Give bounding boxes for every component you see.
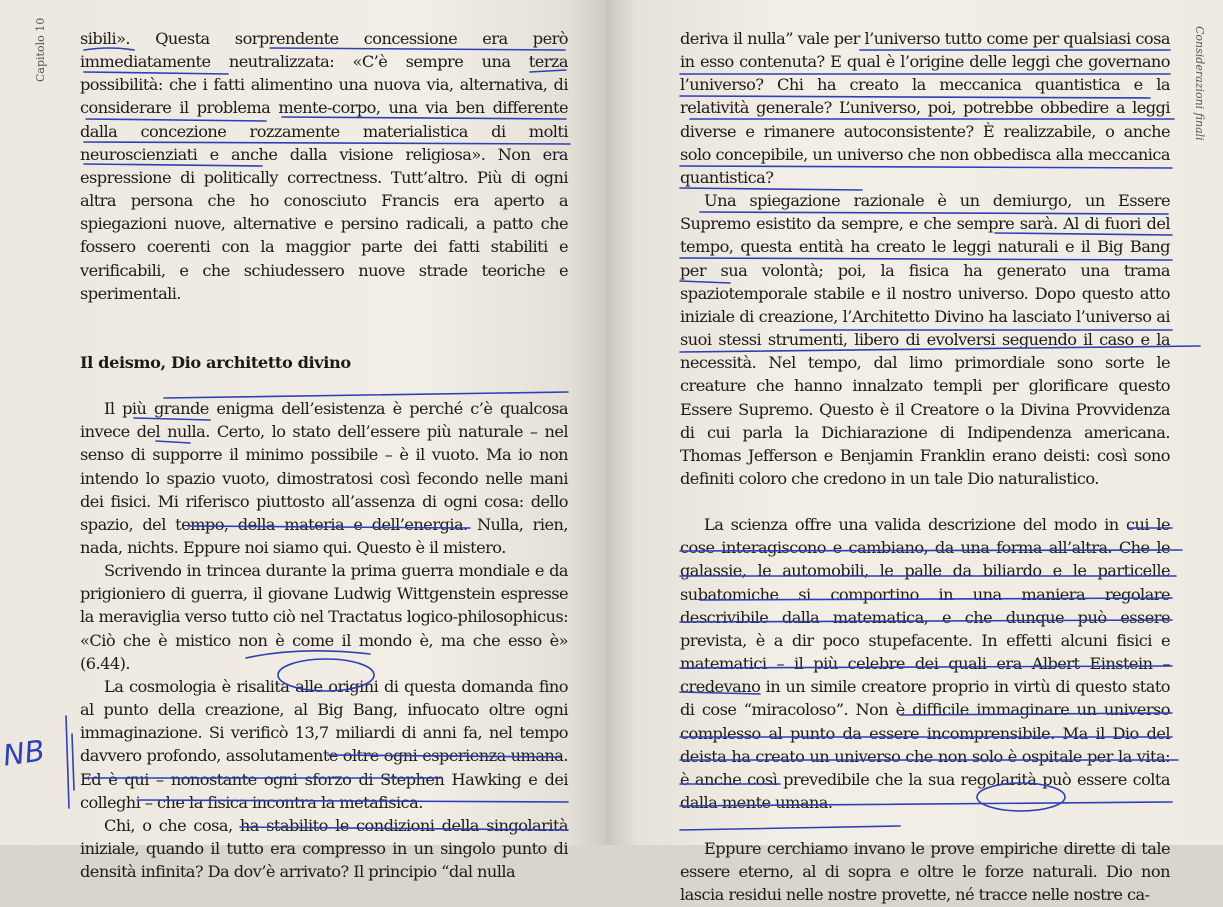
right-page-text <box>680 27 1170 907</box>
running-head-left: Capitolo 10 <box>34 17 47 82</box>
paragraph: Una spiegazione razionale è un demiurgo, un Essere Supremo esistito da sempre, e che sempre sarà. Al di fuori del tempo, questa entità ha creato le leggi naturali e il Big Bang per sua volontà; poi, la fisica ha generato una trama spaziotemporale stabile e il nostro universo. Dopo questo atto iniziale di creazione, l’Architetto Divino ha lasciato l’universo ai suoi stessi strumenti, libero di evolversi seguendo il caso e la necessità. Nel tempo, dal limo primordiale sono sorte le creature che hanno innalzato templi per glorificare questo Essere Supremo. Questo è il Creatore o la Divina Provvidenza di cui parla la Dichiarazione di Indipendenza americana. Thomas Jefferson e Benjamin Franklin erano deisti: così sono definiti coloro che credono in un tale Dio naturalistico. <box>680 191 1170 488</box>
paragraph: Scrivendo in trincea durante la prima guerra mondiale e da prigioniero di guerra, il giovane Ludwig Wittgenstein espresse la meraviglia verso tutto ciò nel Tractatus logico-philosophicus: «Ciò che è mistico non è come il mondo è, ma che esso è» (6.44). <box>80 561 568 673</box>
paragraph: La cosmologia è risalita alle origini di questa domanda fino al punto della creazione, al Big Bang, infuocato oltre ogni immaginazione. Si verificò 13,7 miliardi di anni fa, nel tempo davvero profondo, assolutamente oltre ogni esperienza umana. Ed è qui – nonostante ogni sforzo di Stephen Hawking e dei colleghi – che la fisica incontra la metafisica. <box>80 676 568 812</box>
running-head-right: Considerazioni finali <box>1193 26 1206 141</box>
handwritten-note: NB <box>0 733 47 773</box>
paragraph: Chi, o che cosa, ha stabilito le condizioni della singolarità iniziale, quando il tutto era compresso in un singolo punto di densità infinita? Da dov’è arrivato? Il principio “dal nulla <box>80 815 568 882</box>
paragraph: sibili». Questa sorprendente concessione era però immediatamente neutralizzata: «C’è sempre una terza possibilità: che i fatti alimentino una nuova via, alternativa, di considerare il problema mente-corpo, una via ben differente dalla concezione rozzamente materialistica di molti neuroscienziati e anche dalla visione religiosa». Non era espressione di politically correctness. Tutt’altro. Più di ogni altra persona che ho conosciuto Francis era aperto a spiegazioni nuove, alternative e persino radicali, a patto che fossero coerenti con la maggior parte dei fatti stabiliti e verificabili, e che schiudessero nuove strade teoriche e sperimentali. <box>80 29 568 303</box>
paragraph: deriva il nulla” vale per l’universo tutto come per qualsiasi cosa in esso contenuta? E qual è l’origine delle leggi che governano l’universo? Chi ha creato la meccanica quantistica e la relatività generale? L’universo, poi, potrebbe obbedire a leggi diverse e rimanere autoconsistente? È realizzabile, o anche solo concepibile, un universo che non obbedisca alla meccanica quantistica? <box>680 29 1170 187</box>
section-heading: Il deismo, Dio architetto divino <box>80 352 351 372</box>
paragraph: Il più grande enigma dell’esistenza è perché c’è qualcosa invece del nulla. Certo, lo stato dell’essere più naturale – nel senso di supporre il minimo possibile – è il vuoto. Ma io non intendo lo spazio vuoto, dimostratosi così fecondo nelle mani dei fisici. Mi riferisco piuttosto all’assenza di ogni cosa: dello spazio, del tempo, della materia e dell’energia. Nulla, rien, nada, nichts. Eppure noi siamo qui. Questo è il mistero. <box>80 399 568 557</box>
left-page-text <box>80 27 568 883</box>
paragraph: Eppure cerchiamo invano le prove empiriche dirette di tale essere eterno, al di sopra e oltre le forze naturali. Dio non lascia residui nelle nostre provette, né tracce nelle nostre ca- <box>680 839 1170 905</box>
paragraph: La scienza offre una valida descrizione del modo in cui le cose interagiscono e cambiano, da una forma all’altra. Che le galassie, le automobili, le palle da biliardo e le particelle subatomiche si comportino in una maniera regolare descrivibile dalla matematica, e che dunque può essere prevista, è a dir poco stupefacente. In effetti alcuni fisici e matematici – il più celebre dei quali era Albert Einstein – credevano in un simile creatore proprio in virtù di questo stato di cose “miracoloso”. Non è difficile immaginare un universo complesso al punto da essere incomprensibile. Ma il Dio del deista ha creato un universo che non solo è ospitale per la vita: è anche così prevedibile che la sua regolarità può essere colta dalla mente umana. <box>680 515 1170 812</box>
